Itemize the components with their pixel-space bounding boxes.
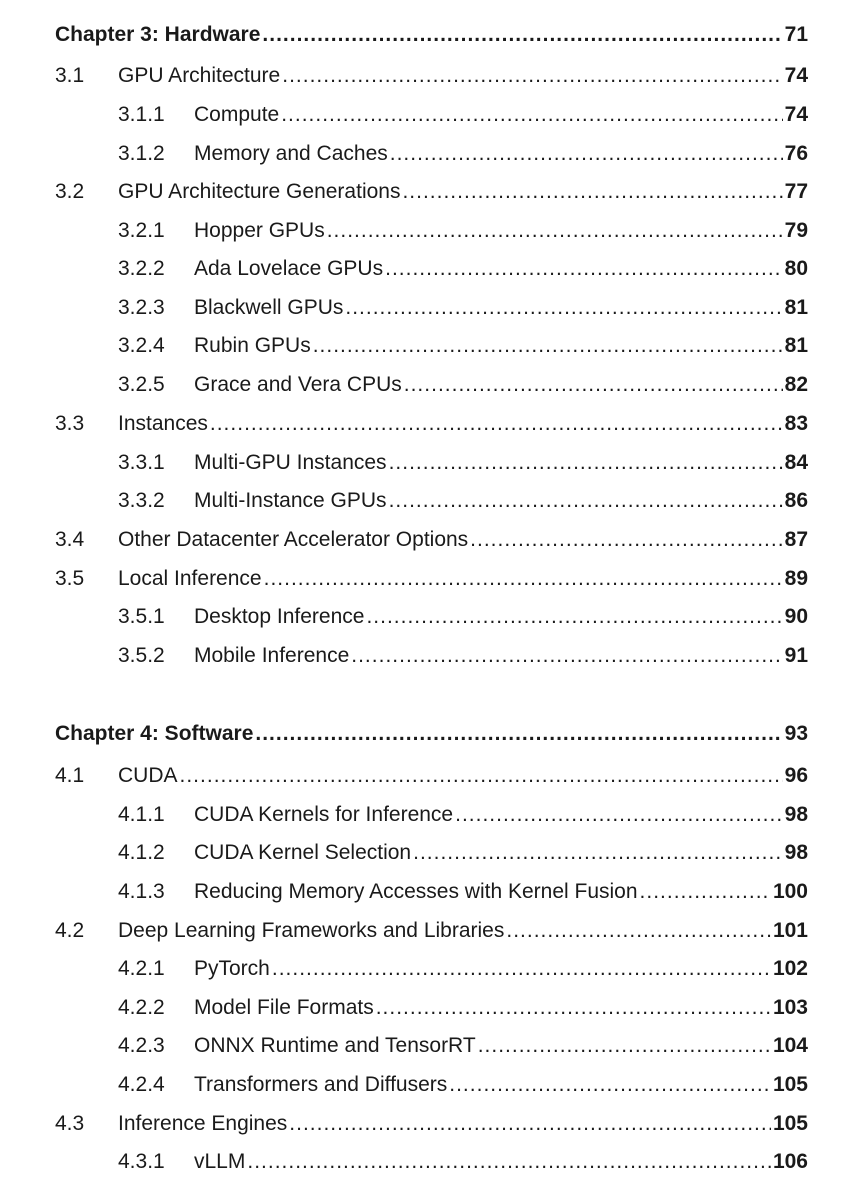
section-title: Multi-Instance GPUs [194, 489, 387, 512]
dot-leader [282, 61, 782, 91]
dot-leader [402, 177, 782, 207]
page-number: 98 [784, 803, 808, 826]
dot-leader [390, 139, 783, 169]
page-number: 76 [784, 142, 808, 165]
dot-leader [327, 216, 783, 246]
toc-entry[interactable] [0, 331, 853, 361]
dot-leader [385, 254, 783, 284]
section-number: 4.2.2 [118, 996, 165, 1019]
section-number: 3.3.2 [118, 489, 165, 512]
page-number: 81 [784, 296, 808, 319]
page-number: 86 [784, 489, 808, 512]
section-title: Multi-GPU Instances [194, 451, 387, 474]
chapter-heading[interactable] [0, 20, 853, 50]
section-title: Other Datacenter Accelerator Options [118, 528, 469, 551]
section-title: Blackwell GPUs [194, 296, 344, 319]
section-number: 3.2.2 [118, 257, 165, 280]
section-number: 3.5.1 [118, 605, 165, 628]
section-number: 4.2 [55, 919, 85, 942]
section-number: 4.3 [55, 1112, 85, 1135]
dot-leader [180, 761, 783, 791]
chapter-title: Chapter 3: Hardware [55, 23, 261, 46]
toc-entry[interactable] [0, 448, 853, 478]
toc-entry[interactable] [0, 761, 853, 791]
section-title: Inference Engines [118, 1112, 288, 1135]
dot-leader [272, 954, 771, 984]
chapter-title: Chapter 4: Software [55, 722, 254, 745]
toc-entry[interactable] [0, 916, 853, 946]
toc-entry[interactable] [0, 877, 853, 907]
page-number: 74 [784, 103, 808, 126]
dot-leader [289, 1109, 771, 1139]
page-number: 103 [772, 996, 808, 1019]
section-title: GPU Architecture [118, 64, 281, 87]
section-title: Desktop Inference [194, 605, 365, 628]
dot-leader [281, 100, 782, 130]
section-number: 3.1.1 [118, 103, 165, 126]
dot-leader [455, 800, 783, 830]
toc-entry[interactable] [0, 139, 853, 169]
dot-leader [449, 1070, 771, 1100]
section-number: 3.5 [55, 567, 85, 590]
toc-entry[interactable] [0, 1031, 853, 1061]
toc-entry[interactable] [0, 61, 853, 91]
toc-entry[interactable] [0, 254, 853, 284]
section-number: 4.3.1 [118, 1150, 165, 1173]
section-number: 3.2 [55, 180, 85, 203]
section-number: 4.1 [55, 764, 85, 787]
page-number: 102 [772, 957, 808, 980]
page-number: 83 [784, 412, 808, 435]
toc-entry[interactable] [0, 177, 853, 207]
section-title: Rubin GPUs [194, 334, 311, 357]
dot-leader [366, 602, 782, 632]
section-title: Grace and Vera CPUs [194, 373, 402, 396]
section-number: 4.2.3 [118, 1034, 165, 1057]
page-number: 105 [772, 1112, 808, 1135]
dot-leader [262, 20, 782, 50]
dot-leader [255, 719, 782, 749]
page-number: 93 [784, 722, 808, 745]
section-title: GPU Architecture Generations [118, 180, 401, 203]
page-number: 80 [784, 257, 808, 280]
dot-leader [640, 877, 771, 907]
dot-leader [470, 525, 782, 555]
section-title: Ada Lovelace GPUs [194, 257, 384, 280]
page-number: 98 [784, 841, 808, 864]
page-number: 106 [772, 1150, 808, 1173]
page-number: 77 [784, 180, 808, 203]
section-title: Reducing Memory Accesses with Kernel Fusion [194, 880, 638, 903]
page-number: 90 [784, 605, 808, 628]
toc-entry[interactable] [0, 1109, 853, 1139]
page-number: 96 [784, 764, 808, 787]
dot-leader [351, 641, 782, 671]
section-number: 3.2.4 [118, 334, 165, 357]
section-number: 3.1 [55, 64, 85, 87]
page-number: 104 [772, 1034, 808, 1057]
section-title: vLLM [194, 1150, 246, 1173]
section-number: 3.3 [55, 412, 85, 435]
toc-entry[interactable] [0, 409, 853, 439]
section-title: PyTorch [194, 957, 270, 980]
page-number: 74 [784, 64, 808, 87]
section-title: Mobile Inference [194, 644, 350, 667]
section-number: 3.5.2 [118, 644, 165, 667]
dot-leader [376, 993, 771, 1023]
page-number: 71 [784, 23, 808, 46]
toc-entry[interactable] [0, 370, 853, 400]
section-number: 4.1.1 [118, 803, 165, 826]
section-title: Deep Learning Frameworks and Libraries [118, 919, 505, 942]
dot-leader [247, 1147, 771, 1177]
toc-entry[interactable] [0, 954, 853, 984]
section-number: 3.4 [55, 528, 85, 551]
dot-leader [264, 564, 783, 594]
section-title: CUDA [118, 764, 178, 787]
dot-leader [478, 1031, 771, 1061]
toc-entry[interactable] [0, 293, 853, 323]
section-number: 3.2.3 [118, 296, 165, 319]
toc-entry[interactable] [0, 602, 853, 632]
section-number: 4.1.2 [118, 841, 165, 864]
toc-entry[interactable] [0, 641, 853, 671]
section-number: 3.3.1 [118, 451, 165, 474]
dot-leader [389, 448, 783, 478]
section-title: CUDA Kernel Selection [194, 841, 412, 864]
toc-entry[interactable] [0, 525, 853, 555]
dot-leader [345, 293, 782, 323]
toc-entry[interactable] [0, 993, 853, 1023]
toc-entry[interactable] [0, 838, 853, 868]
page-number: 101 [772, 919, 808, 942]
page-number: 105 [772, 1073, 808, 1096]
section-title: Memory and Caches [194, 142, 388, 165]
section-number: 4.2.4 [118, 1073, 165, 1096]
section-title: Compute [194, 103, 280, 126]
section-number: 3.2.5 [118, 373, 165, 396]
toc-entry[interactable] [0, 564, 853, 594]
toc-entry[interactable] [0, 800, 853, 830]
toc-entry[interactable] [0, 100, 853, 130]
toc-entry[interactable] [0, 486, 853, 516]
section-number: 4.2.1 [118, 957, 165, 980]
dot-leader [506, 916, 771, 946]
section-title: Local Inference [118, 567, 262, 590]
page-number: 89 [784, 567, 808, 590]
toc-entry[interactable] [0, 1147, 853, 1177]
section-number: 3.2.1 [118, 219, 165, 242]
section-number: 4.1.3 [118, 880, 165, 903]
page-number: 81 [784, 334, 808, 357]
section-title: Hopper GPUs [194, 219, 325, 242]
section-title: ONNX Runtime and TensorRT [194, 1034, 476, 1057]
section-title: Instances [118, 412, 208, 435]
page-number: 82 [784, 373, 808, 396]
section-number: 3.1.2 [118, 142, 165, 165]
section-title: Model File Formats [194, 996, 374, 1019]
page-number: 84 [784, 451, 808, 474]
page-number: 91 [784, 644, 808, 667]
section-title: CUDA Kernels for Inference [194, 803, 454, 826]
dot-leader [404, 370, 783, 400]
toc-entry[interactable] [0, 216, 853, 246]
dot-leader [389, 486, 783, 516]
page-number: 100 [772, 880, 808, 903]
chapter-heading[interactable] [0, 719, 853, 749]
toc-entry[interactable] [0, 1070, 853, 1100]
dot-leader [210, 409, 783, 439]
dot-leader [413, 838, 783, 868]
page-number: 79 [784, 219, 808, 242]
section-title: Transformers and Diffusers [194, 1073, 448, 1096]
page-number: 87 [784, 528, 808, 551]
dot-leader [313, 331, 783, 361]
